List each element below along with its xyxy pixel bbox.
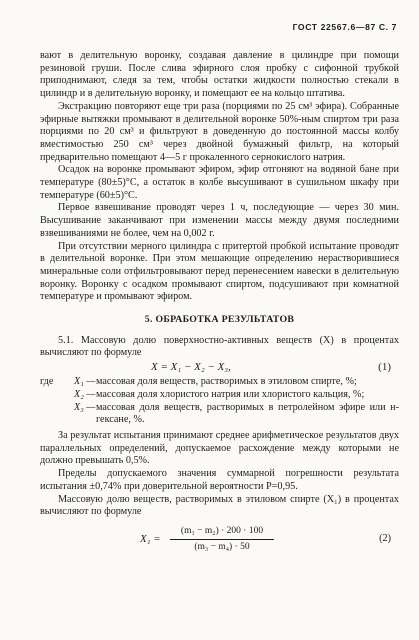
paragraph: Осадок на воронке промывают эфиром, эфир отгоняют на водяной бане при температуре (80±5)°С, а остаток в колбе высушивают в сушильном шкафу при температуре (60±5)°С. bbox=[40, 164, 399, 201]
where-symbol: X₁ — bbox=[74, 376, 96, 388]
where-text: массовая доля хлористого натрия или хлористого кальция, %; bbox=[96, 388, 365, 400]
paragraph: Пределы допускаемого значения суммарной погрешности результата испытания ±0,74% при доверительной вероятности P=0,95. bbox=[40, 468, 399, 492]
formula-expression: X = X₁ − X₂ − X₃, bbox=[151, 361, 231, 374]
paragraph: Экстракцию повторяют еще три раза (порциями по 25 см³ эфира). Собранные эфирные вытяжки промывают в делительной воронке 50%-ным спиртом три раза порциями по 20 см³ и фильтруют в доведенную до постоянной массы колбу вместимостью 250 см³ через двойной бумажный фильтр, на который предварительно помещают 4—5 г прокаленного сернокислого натрия. bbox=[40, 100, 399, 163]
paragraph: Первое взвешивание проводят через 1 ч, последующие — через 30 мин. Высушивание заканчивают при изменении массы между двумя последними взвешиваниями не более, чем на 0,002 г. bbox=[40, 202, 399, 239]
page-header: ГОСТ 22567.6—87 С. 7 bbox=[292, 22, 397, 32]
where-symbol: X₂ — bbox=[74, 388, 96, 400]
paragraph: 5.1. Массовую долю поверхностно-активных веществ (X) в процентах вычисляют по формуле bbox=[40, 334, 399, 359]
formula-number: (1) bbox=[378, 361, 391, 374]
fraction-denominator: (m₃ − m₄) · 50 bbox=[194, 541, 250, 552]
formula-2 bbox=[40, 523, 399, 557]
formula-lhs: X₁ = bbox=[140, 532, 161, 545]
where-lead: где bbox=[40, 376, 54, 388]
where-text: массовая доля веществ, растворимых в петролейном эфире или н-гексане, %. bbox=[96, 401, 399, 426]
where-text: массовая доля веществ, растворимых в этиловом спирте, %; bbox=[96, 376, 357, 388]
fraction-numerator: (m₁ − m₂) · 200 · 100 bbox=[170, 525, 274, 540]
section-title: 5. ОБРАБОТКА РЕЗУЛЬТАТОВ bbox=[144, 314, 295, 326]
paragraph: За результат испытания принимают среднее арифметическое результатов двух параллельных определений, допускаемое расхождение между которыми не должно превышать 0,5%. bbox=[40, 429, 399, 467]
formula-number: (2) bbox=[379, 532, 391, 544]
page-body bbox=[40, 50, 399, 557]
where-item bbox=[40, 376, 399, 389]
paragraph: При отсутствии мерного цилиндра с притертой пробкой испытание проводят в делительной воронке. При этом мешающие определению нерастворившиеся минеральные соли отфильтровывают перед перенесением навески в делительную воронку. Воронку с осадком промывают спиртом, подсушивают при комнатной температуре и промывают эфиром. bbox=[40, 240, 399, 303]
where-item bbox=[40, 389, 399, 402]
where-item bbox=[40, 402, 399, 427]
where-symbol: X₃ — bbox=[74, 401, 96, 413]
formula-1 bbox=[40, 360, 399, 376]
paragraph: Массовую долю веществ, растворимых в этиловом спирте (X₁) в процентах вычисляют по формуле bbox=[40, 493, 399, 518]
formula-fraction bbox=[170, 525, 274, 553]
paragraph: вают в делительную воронку, создавая давление в цилиндре при помощи резиновой груши. После слива эфирного слоя пробку с сифонной трубкой приподнимают, следя за тем, чтобы остатки жидкости полностью стекали в цилиндр и в делительную воронку, и помещают ее на кольцо штатива. bbox=[40, 50, 399, 100]
